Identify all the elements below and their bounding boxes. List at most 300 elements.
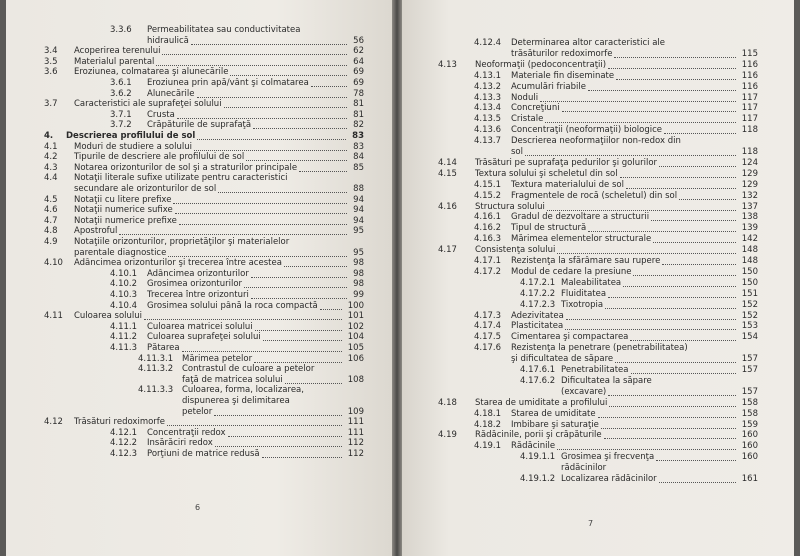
toc-leader-dots [177,118,347,119]
toc-entry-page: 98 [353,268,364,279]
toc-entry-title: Tipurile de descriere ale profilului de sol [74,152,245,163]
toc-entry-number: 4.9 [44,237,58,247]
toc-leader-dots [119,234,347,235]
page-number-left: 6 [195,503,201,512]
toc-entry [44,311,364,322]
toc-entry-title: Grosimea şi frecvenţa [561,452,655,463]
toc-entry [44,269,364,280]
toc-entry-title: Fluiditatea [561,288,607,299]
toc-entry-page: 157 [741,365,758,375]
toc-entry-page: 81 [353,109,364,120]
toc-entry [438,191,758,202]
toc-entry-title: Apostroful [74,226,118,237]
toc-entry-page: 116 [741,70,758,81]
toc-entry-title: rădăcinilor [561,463,607,474]
toc-entry-number: 4.13.2 [474,81,502,92]
toc-entry-title: Mărimea elementelor structurale [511,234,652,245]
toc-entry-title: şi dificultatea de săpare [511,354,614,365]
toc-entry [438,82,758,93]
toc-entry [438,300,758,311]
toc-entry [438,38,758,49]
toc-entry-title: faţă de matricea solului [182,374,283,385]
toc-entry-title: Adâncimea orizonturilor şi trecerea între acestea [74,258,282,269]
toc-entry [438,474,758,485]
toc-entry-title: Cristale [511,114,544,125]
toc-entry-number: 4.17.5 [474,332,502,343]
toc-entry-number: 4.19.1.1 [520,452,556,463]
toc-entry-title: Acumulări friabile [511,81,586,92]
toc-entry-title: Notaţii cu litere prefixe [74,194,172,205]
toc-entry-number: 4.2 [44,152,58,163]
toc-entry-number: 4.18.1 [474,408,502,419]
toc-entry-number: 3.6 [44,67,58,78]
toc-leader-dots [182,351,342,352]
toc-entry-page: 115 [741,48,758,59]
toc-entry-number: 4.11 [44,311,63,322]
toc-entry [438,71,758,82]
toc-entry-title: Îmbibare şi saturaţie [511,419,599,430]
toc-leader-dots [557,253,736,254]
toc-entry-number: 4.17.2.3 [520,299,556,310]
toc-entry-number: 4.19.1.2 [520,474,556,484]
toc-entry-number: 4.11.1 [110,321,138,332]
toc-entry-number: 4.17.2.1 [520,277,556,288]
toc-entry-number: 4.19.1 [474,441,502,452]
toc-entry [438,245,758,256]
toc-entry-title: Noduli [511,92,539,103]
toc-entry-title: Penetrabilitatea [561,365,629,375]
toc-entry [44,396,364,407]
toc-entry-page: 98 [353,279,364,290]
toc-leader-dots [175,213,347,214]
toc-entry-title: Pătarea [147,343,180,353]
toc-entry-title: dispunerea şi delimitarea [182,396,290,406]
toc-entry [44,449,364,460]
toc-entry-number: 4.6 [44,205,58,216]
toc-leader-dots [299,171,347,172]
toc-entry-page: 160 [741,441,758,452]
toc-entry [438,365,758,376]
toc-entry [44,364,364,375]
toc-leader-dots [215,446,342,447]
toc-entry-title: Rădăcinile [511,441,556,452]
toc-entry-page: 95 [353,226,364,237]
toc-entry [438,103,758,114]
toc-entry-number: 3.7 [44,99,58,110]
toc-leader-dots [284,266,347,267]
toc-entry-title: Rezistenţa la sfărâmare sau rupere [511,256,661,266]
toc-leader-dots [197,97,347,98]
toc-entry-title: Starea de umiditate a profilului [475,397,608,408]
toc-entry [438,452,758,463]
toc-entry-page: 94 [353,215,364,226]
toc-entry-page: 158 [741,397,758,408]
toc-entry-title: Mărimea petelor [182,353,253,364]
toc-entry-page: 99 [353,290,364,300]
toc-entry-page: 117 [741,103,758,114]
toc-entry-title: Adezivitatea [511,310,564,321]
toc-leader-dots [633,275,736,276]
toc-entry-number: 4.13.3 [474,92,502,103]
toc-entry-page: 94 [353,205,364,216]
toc-entry-page: 142 [741,234,758,245]
toc-leader-dots [630,340,736,341]
toc-entry-page: 100 [347,300,364,311]
toc-entry-page: 132 [741,190,758,201]
toc-entry [44,78,364,89]
toc-entry [44,428,364,439]
toc-entry-title: Trăsături redoximorfe [74,417,166,428]
toc-entry-number: 3.5 [44,56,58,67]
toc-entry-page: 139 [741,223,758,234]
toc-entry-page: 82 [353,120,364,131]
toc-leader-dots [615,362,736,363]
toc-entry-title: Maleabilitatea [561,277,622,288]
toc-entry-page: 148 [741,256,758,266]
toc-entry-page: 161 [741,474,758,484]
toc-entry-title: Acoperirea terenului [74,46,161,57]
toc-entry-number: 4.11.2 [110,332,138,343]
toc-entry-number: 4.16.1 [474,212,502,223]
toc-entry-number: 4.10.1 [110,268,138,279]
toc-entry [44,99,364,110]
toc-entry [438,463,758,474]
toc-entry [438,234,758,245]
toc-entry-number: 4.17.3 [474,310,502,321]
toc-entry-page: 129 [741,179,758,190]
toc-entry [44,163,364,174]
toc-entry-number: 4.12.1 [110,427,138,438]
toc-leader-dots [228,436,342,437]
toc-entry-number: 4.8 [44,226,58,237]
toc-entry-page: 95 [353,247,364,258]
toc-entry-number: 3.6.2 [110,88,132,99]
toc-entry [44,152,364,163]
toc-entry [44,301,364,312]
toc-leader-dots [659,166,736,167]
toc-entry-page: 118 [741,147,758,157]
toc-leader-dots [262,457,342,458]
toc-entry-number: 4.16.3 [474,234,502,245]
toc-entry-title: Concentraţii (neoformaţii) biologice [511,125,663,136]
toc-entry-number: 4.1 [44,141,58,152]
toc-entry-number: 4.13.6 [474,125,502,136]
toc-entry [438,136,758,147]
toc-leader-dots [608,395,736,396]
toc-entry [438,289,758,300]
toc-leader-dots [263,340,342,341]
toc-entry-page: 116 [741,81,758,92]
toc-entry [44,36,364,47]
toc-entry-page: 150 [741,266,758,277]
toc-leader-dots [616,79,736,80]
toc-entry [438,267,758,278]
toc-entry-title: Eroziunea, colmatarea şi alunecările [74,67,229,78]
toc-entry-title: (excavare) [561,386,607,397]
toc-entry-number: 4.12.2 [110,438,138,449]
toc-entry-title: Notarea orizonturilor de sol şi a straturilor principale [74,162,298,173]
toc-entry-title: Caracteristici ale suprafeţei solului [74,99,222,110]
toc-entry [438,332,758,343]
toc-entry [438,311,758,322]
toc-entry [438,376,758,387]
toc-entry [44,131,364,142]
toc-leader-dots [253,128,347,129]
toc-entry-number: 3.7.2 [110,120,132,131]
toc-leader-dots [251,277,347,278]
toc-entry-number: 4.19 [438,430,457,441]
toc-entry-page: 117 [741,92,758,103]
toc-leader-dots [320,309,342,310]
toc-entry-title: Notaţii numerice prefixe [74,215,177,226]
toc-entry-title: Consistenţa solului [475,245,556,256]
toc-entry-title: Materiale fin diseminate [511,70,615,81]
toc-entry-page: 102 [347,321,364,332]
toc-entry [44,142,364,153]
toc-entry [44,89,364,100]
toc-entry-title: Cimentarea şi compactarea [511,332,629,343]
toc-entry-title: Culoarea matricei solului [147,321,253,332]
toc-entry [438,441,758,452]
toc-entry-number: 4.15 [438,168,457,179]
toc-entry-number: 4.10.3 [110,290,138,300]
toc-entry-page: 112 [347,438,364,449]
toc-leader-dots [601,428,736,429]
toc-entry [438,256,758,267]
toc-entry-title: Tipul de structură [511,223,587,234]
toc-entry [438,147,758,158]
toc-entry-title: Notaţiile orizonturilor, proprietăţilor şi materialelor [74,237,290,247]
toc-entry-title: Crusta [147,109,175,120]
toc-leader-dots [604,438,736,439]
toc-leader-dots [664,133,736,134]
toc-entry [44,322,364,333]
toc-entry [438,420,758,431]
toc-leader-dots [230,75,347,76]
toc-entry-number: 4.17.2.2 [520,288,556,299]
toc-entry-title: Notaţii numerice sufixe [74,205,173,216]
toc-entry-page: 154 [741,332,758,343]
toc-entry-number: 4.12 [44,417,63,428]
toc-entry-number: 4.7 [44,215,58,226]
toc-leader-dots [651,220,736,221]
toc-entry [438,430,758,441]
toc-entry-number: 4.13.4 [474,103,502,114]
toc-entry [438,343,758,354]
toc-entry [438,409,758,420]
toc-entry-title: Trecerea între orizonturi [147,290,249,300]
toc-leader-dots [254,362,342,363]
toc-entry-title: Concentraţii redox [147,427,226,438]
toc-entry-title: Însărăciri redox [147,438,213,449]
toc-entry-title: Culoarea suprafeţei solului [147,332,261,343]
toc-entry-title: petelor [182,406,213,417]
toc-leader-dots [679,199,736,200]
toc-leader-dots [191,44,347,45]
toc-entry-title: Culoarea solului [74,311,143,322]
toc-entry-number: 4.18.2 [474,419,502,430]
toc-entry-page: 105 [347,343,364,353]
toc-entry [438,158,758,169]
toc-entry-number: 3.4 [44,46,58,57]
toc-entry [44,290,364,301]
toc-entry-number: 4.16.2 [474,223,502,234]
toc-entry-page: 118 [741,125,758,136]
toc-entry-number: 4.5 [44,194,58,205]
toc-entry-number: 4.12.4 [474,38,502,48]
toc-entry-title: Plasticitatea [511,321,564,332]
toc-leader-dots [608,297,736,298]
toc-entry-title: Gradul de dezvoltare a structurii [511,212,650,223]
toc-entry-title: parentale diagnostice [74,247,167,258]
toc-leader-dots [614,57,736,58]
toc-entry-number: 4.15.1 [474,179,502,190]
toc-leader-dots [659,482,736,483]
toc-entry-number: 4.10.2 [110,279,138,290]
toc-entry-page: 78 [353,88,364,99]
toc-entry-number: 4.17.2 [474,266,502,277]
toc-leader-dots [194,150,347,151]
toc-entry-number: 4.13 [438,59,457,70]
toc-entry-number: 4.11.3 [110,343,138,353]
toc-entry [44,332,364,343]
toc-entry-page: 152 [741,299,758,310]
toc-leader-dots [168,256,347,257]
toc-entry-page: 150 [741,277,758,288]
toc-entry [44,354,364,365]
toc-entry-number: 4.12.3 [110,449,138,459]
toc-entry [44,279,364,290]
toc-entry-page: 153 [741,321,758,332]
toc-entry-number: 4.15.2 [474,190,502,201]
toc-entry [44,120,364,131]
toc-entry [44,184,364,195]
toc-entry-number: 4.18 [438,397,457,408]
toc-entry [438,387,758,398]
toc-entry-number: 4.11.3.1 [138,353,174,364]
toc-entry [44,407,364,418]
toc-leader-dots [285,383,342,384]
toc-leader-dots [214,415,342,416]
toc-entry-title: Materialul parental [74,56,155,67]
toc-entry-title: Starea de umiditate [511,408,596,419]
toc-leader-dots [547,210,736,211]
toc-entry-number: 4.13.7 [474,136,502,147]
toc-entry [44,385,364,396]
toc-entry-number: 4. [44,131,54,141]
toc-leader-dots [179,224,347,225]
toc-leader-dots [218,192,347,193]
toc-leader-dots [631,373,736,374]
toc-leader-dots [251,298,347,299]
toc-entry [438,49,758,60]
toc-entry [44,216,364,227]
toc-entry-title: Textura solului şi scheletul din sol [475,168,618,179]
toc-entry-number: 4.17.6 [474,343,502,354]
toc-entry [44,248,364,259]
toc-entry [438,169,758,180]
toc-entry-page: 94 [353,194,364,205]
toc-entry-page: 64 [353,56,364,67]
toc-entry [44,226,364,237]
toc-entry [44,205,364,216]
toc-entry-page: 62 [353,46,364,57]
toc-entry [44,195,364,206]
toc-entry-title: Concreţiuni [511,103,560,114]
toc-entry [438,223,758,234]
toc-entry [438,202,758,213]
toc-entry-title: Modul de cedare la presiune [511,266,632,277]
toc-entry-title: secundare ale orizonturilor de sol [74,184,217,194]
toc-entry-page: 84 [353,152,364,163]
toc-leader-dots [588,90,736,91]
toc-leader-dots [608,68,736,69]
toc-entry-page: 106 [347,353,364,364]
toc-entry-title: Textura materialului de sol [511,179,624,190]
toc-entry [438,212,758,223]
toc-entry-title: trăsăturilor redoximorfe [511,48,613,59]
toc-entry [44,57,364,68]
toc-leader-dots [246,160,347,161]
toc-entry-page: 116 [741,59,758,70]
toc-entry-title: Moduri de studiere a solului [74,141,192,152]
toc-leader-dots [167,425,342,426]
toc-entry [438,180,758,191]
toc-entry-page: 160 [741,430,758,441]
toc-entry-title: Crăpăturile de suprafaţă [147,120,252,131]
toc-entry-page: 157 [741,386,758,397]
toc-leader-dots [244,287,347,288]
toc-leader-dots [653,242,736,243]
left-page [6,0,392,556]
toc-entry-page: 88 [353,184,364,194]
toc-entry-title: Localizarea rădăcinilor [561,474,657,484]
toc-leader-dots [557,449,736,450]
toc-entry-number: 4.17.6.2 [520,375,556,386]
toc-entry-page: 56 [353,35,364,46]
toc-entry-title: Determinarea altor caracteristici ale [511,38,666,48]
toc-entry-page: 83 [353,141,364,152]
toc-entry-number: 3.3.6 [110,25,132,35]
toc-entry-number: 4.16 [438,201,457,212]
toc-entry-number: 4.17 [438,245,457,256]
toc-entry-title: Neoformaţii (pedoconcentraţii) [475,59,607,70]
toc-entry-page: 101 [347,311,364,322]
toc-entry-page: 98 [353,258,364,269]
toc-entry [44,46,364,57]
toc-entry-title: Notaţii literale sufixe utilizate pentru caracteristici [74,173,288,184]
toc-entry-page: 159 [741,419,758,430]
toc-entry-title: Dificultatea la săpare [561,375,652,386]
toc-entry-number: 4.17.6.1 [520,365,556,375]
toc-entry-page: 81 [353,99,364,110]
toc-entry-number: 4.13.5 [474,114,502,125]
toc-entry-title: Grosimea solului până la roca compactă [147,300,318,311]
right-page [402,0,794,556]
toc-entry [438,398,758,409]
toc-entry-number: 4.10 [44,258,63,269]
toc-entry-title: Culoarea, forma, localizarea, [182,385,304,396]
toc-entry-page: 148 [741,245,758,256]
toc-entry [438,93,758,104]
toc-entry-page: 152 [741,310,758,321]
toc-entry [44,173,364,184]
toc-entry-title: Structura solului [475,201,545,212]
toc-entry-page: 138 [741,212,758,223]
toc-entry [44,417,364,428]
toc-entry-title: Rădăcinile, porii şi crăpăturile [475,430,602,441]
toc-entry-title: Fragmentele de rocă (scheletul) din sol [511,190,678,201]
